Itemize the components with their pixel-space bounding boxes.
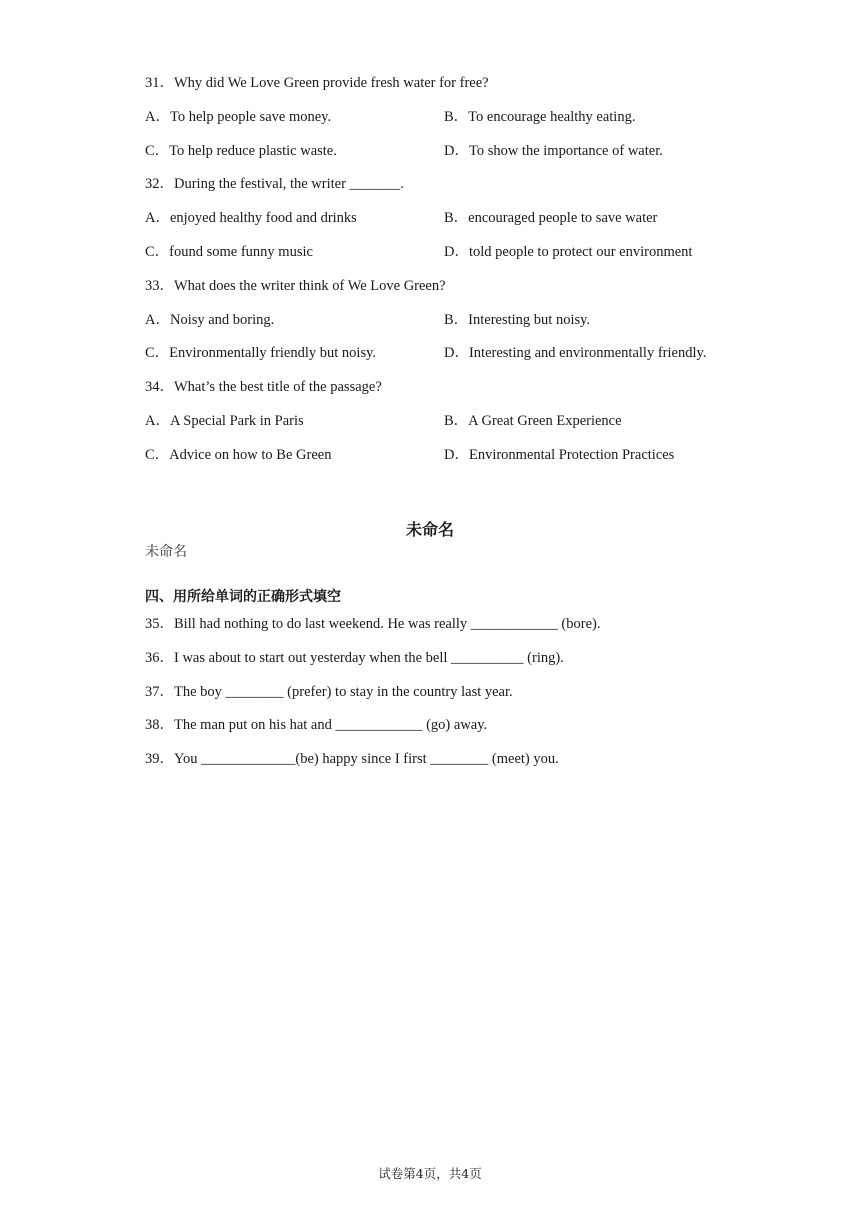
question-31-option-b: B．To encourage healthy eating. — [444, 109, 636, 125]
question-33-option-d: D．Interesting and environmentally friendly. — [444, 345, 707, 361]
question-39: 39．You _____________(be) happy since I first ________ (meet) you. — [145, 751, 559, 767]
section-heading: 四、用所给单词的正确形式填空 — [145, 589, 341, 605]
question-36: 36．I was about to start out yesterday when the bell __________ (ring). — [145, 650, 564, 666]
question-32-stem: 32．During the festival, the writer _______. — [145, 176, 404, 192]
question-33-option-c: C．Environmentally friendly but noisy. — [145, 345, 377, 361]
question-35: 35．Bill had nothing to do last weekend. He was really ____________ (bore). — [145, 616, 601, 632]
section-subtitle: 未命名 — [145, 544, 187, 560]
question-38: 38．The man put on his hat and ____________ (go) away. — [145, 717, 488, 733]
question-33-stem: 33．What does the writer think of We Love Green? — [145, 278, 446, 294]
question-32-option-c: C．found some funny music — [145, 244, 313, 260]
question-34-option-a: A．A Special Park in Paris — [145, 413, 304, 429]
question-34-option-d: D．Environmental Protection Practices — [444, 447, 675, 463]
question-37: 37．The boy ________ (prefer) to stay in the country last year. — [145, 684, 513, 700]
question-31-option-a: A．To help people save money. — [145, 109, 332, 125]
question-33-option-b: B．Interesting but noisy. — [444, 312, 591, 328]
question-33-option-a: A．Noisy and boring. — [145, 312, 275, 328]
question-34-stem: 34．What’s the best title of the passage? — [145, 379, 382, 395]
page-footer: 试卷第4页，共4页 — [378, 1166, 482, 1181]
question-34-option-c: C．Advice on how to Be Green — [145, 447, 332, 463]
question-34-option-b: B．A Great Green Experience — [444, 413, 622, 429]
question-31-option-c: C．To help reduce plastic waste. — [145, 143, 337, 159]
question-32-option-d: D．told people to protect our environment — [444, 244, 693, 260]
section-title: 未命名 — [405, 520, 454, 539]
question-32-option-b: B．encouraged people to save water — [444, 210, 658, 226]
question-32-option-a: A．enjoyed healthy food and drinks — [145, 210, 357, 226]
question-31-option-d: D．To show the importance of water. — [444, 143, 663, 159]
question-31-stem: 31．Why did We Love Green provide fresh water for free? — [145, 75, 489, 91]
